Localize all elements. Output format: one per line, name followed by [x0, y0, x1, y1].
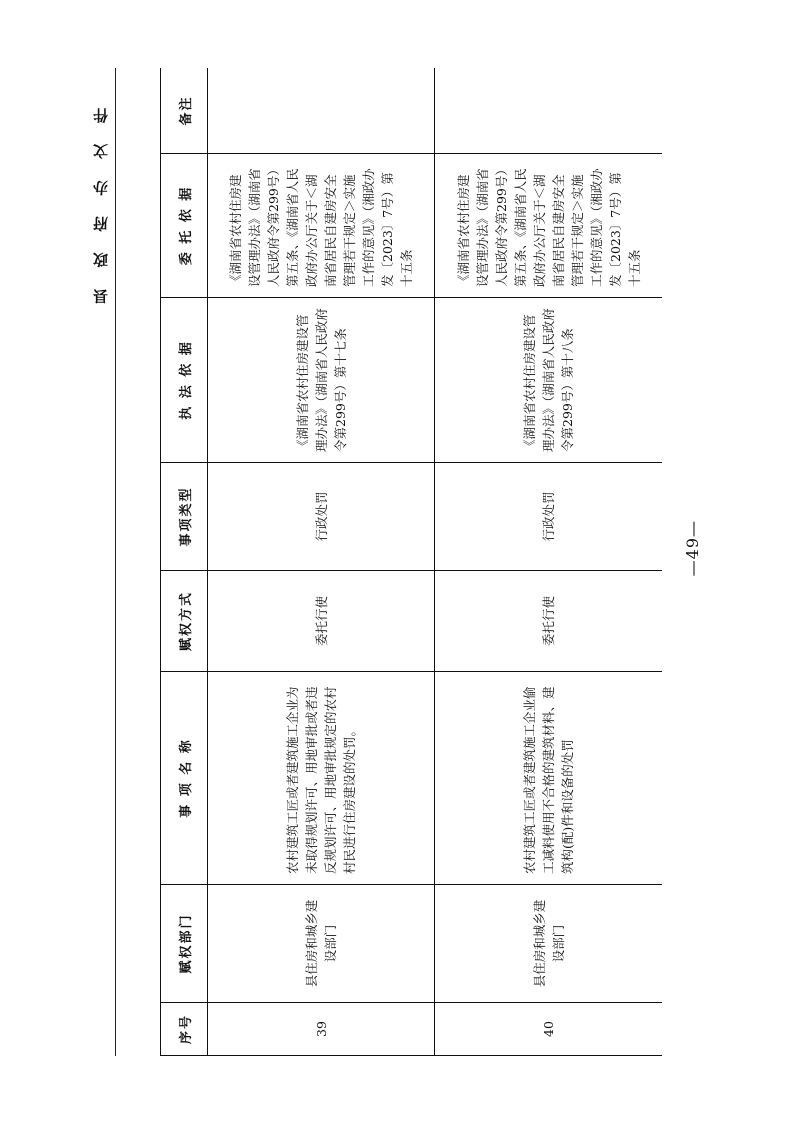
cell-mode: 委托行使 — [435, 571, 663, 672]
cell-basis: 《湖南省农村住房建设管理办法》（湖南省人民政府令第299号）第五条、《湖南省人民政府办公厅关于＜湖南省居民自建房安全管理若干规定＞实施工作的意见》（湘政办发〔2023〕7号）第十五条 — [208, 154, 435, 298]
header-cell-basis: 委 托 依 据 — [161, 154, 208, 298]
header-cell-dept: 赋权部门 — [161, 885, 208, 1003]
cell-dept: 县住房和城乡建设部门 — [435, 885, 663, 1003]
header-cell-type: 事项类型 — [161, 463, 208, 571]
cell-no: 40 — [435, 1003, 663, 1056]
cell-no: 39 — [208, 1003, 435, 1056]
header-cell-no: 序号 — [161, 1003, 208, 1056]
cell-name: 农村建筑工匠或者建筑施工企业为未取得规划许可、用地审批或者违反规划许可、用地审批规定的农村村民进行住房建设的处罚。 — [208, 672, 435, 885]
header-cell-law: 执 法 依 据 — [161, 298, 208, 463]
header-cell-name: 事 项 名 称 — [161, 672, 208, 885]
page-number: —49— — [683, 520, 702, 577]
cell-mode: 委托行使 — [208, 571, 435, 672]
table-row — [208, 68, 435, 1056]
cell-law: 《湖南省农村住房建设管理办法》（湖南省人民政府令第299号）第十七条 — [208, 298, 435, 463]
document-header: 县 政 府 办 文 件 — [92, 100, 110, 305]
cell-type: 行政处罚 — [435, 463, 663, 571]
cell-note — [208, 68, 435, 154]
table-header-row — [161, 68, 208, 1056]
table-row — [435, 68, 663, 1056]
header-cell-note: 备注 — [161, 68, 208, 154]
cell-type: 行政处罚 — [208, 463, 435, 571]
cell-basis: 《湖南省农村住房建设管理办法》（湖南省人民政府令第299号）第五条、《湖南省人民政府办公厅关于＜湖南省居民自建房安全管理若干规定＞实施工作的意见》（湘政办发〔2023〕7号）第十五条 — [435, 154, 663, 298]
cell-note — [435, 68, 663, 154]
authorization-table — [160, 68, 662, 1056]
header-cell-mode: 赋权方式 — [161, 571, 208, 672]
header-rule — [115, 68, 116, 1056]
cell-name: 农村建筑工匠或者建筑施工企业偷工减料使用不合格的建筑材料、建筑构(配)件和设备的处罚 — [435, 672, 663, 885]
cell-dept: 县住房和城乡建设部门 — [208, 885, 435, 1003]
cell-law: 《湖南省农村住房建设管理办法》（湖南省人民政府令第299号）第十八条 — [435, 298, 663, 463]
table-container — [160, 68, 662, 1056]
